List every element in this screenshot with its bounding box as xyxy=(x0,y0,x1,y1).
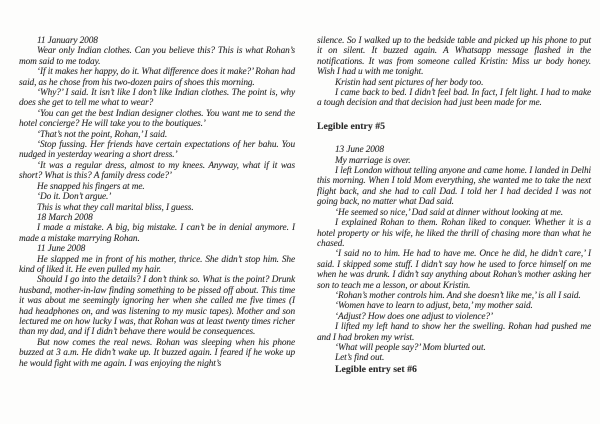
diary-paragraph: ‘Stop fussing. Her friends have certain expectations of her bahu. You nudged in yesterday wearing a short dress.’ xyxy=(19,140,295,161)
diary-paragraph: ‘Women have to learn to adjust, beta,’ my mother said. xyxy=(335,301,533,312)
diary-paragraph: ‘I said no to him. He had to have me. Once he did, he didn’t care,’ I said. I skipped some stuff. I didn’t say how he used to force himself on me when he was drunk. I didn’t say anything about Rohan’s mother asking her son to teach me a lesson, or about Kristin. xyxy=(317,249,591,291)
diary-date: 13 June 2008 xyxy=(335,145,384,156)
diary-paragraph: ‘Why?’ I said. It isn’t like I don’t like Indian clothes. The point is, why does she get to tell me what to wear? xyxy=(19,88,295,109)
diary-paragraph: ‘What will people say?’ Mom blurted out. xyxy=(335,342,486,353)
diary-paragraph: Let’s find out. xyxy=(335,353,385,364)
book-page-left xyxy=(19,36,295,369)
diary-paragraph: ‘Do it. Don’t argue.’ xyxy=(37,192,112,203)
entry-heading: Legible entry set #6 xyxy=(335,363,417,375)
diary-paragraph: I made a mistake. A big, big mistake. I can’t be in denial anymore. I made a mistake marrying Rohan. xyxy=(19,223,295,244)
diary-paragraph: silence. So I walked up to the bedside table and picked up his phone to put it on silent. It buzzed again. A Whatsapp message flashed in the notifications. It was from someone called Kristin: Miss ur body honey. Wish I had u with me tonight. xyxy=(317,36,591,78)
diary-paragraph: I lifted my left hand to show her the swelling. Rohan had pushed me and I had broken my wrist. xyxy=(317,322,591,343)
diary-paragraph: ‘Adjust? How does one adjust to violence?’ xyxy=(335,311,493,322)
diary-date: 11 June 2008 xyxy=(37,244,86,255)
diary-paragraph: I explained Rohan to them. Rohan liked to conquer. Whether it is a hotel property or his wife, he liked the thrill of chasing more than what he chased. xyxy=(317,218,591,249)
diary-paragraph: This is what they call marital bliss, I guess. xyxy=(37,202,194,213)
book-page-right xyxy=(317,36,591,375)
diary-paragraph: He slapped me in front of his mother, thrice. She didn’t stop him. She kind of liked it. He even pulled my hair. xyxy=(19,254,295,275)
diary-paragraph: ‘That’s not the point, Rohan,’ I said. xyxy=(37,129,168,140)
diary-paragraph: ‘You can get the best Indian designer clothes. You want me to send the hotel concierge? He will take you to the boutiques.’ xyxy=(19,108,295,130)
entry-heading: Legible entry #5 xyxy=(317,120,386,132)
diary-paragraph: ‘It was a regular dress, almost to my knees. Anyway, what if it was short? What is this? A family dress code?’ xyxy=(19,160,295,182)
diary-paragraph: ‘He seemed so nice,’ Dad said at dinner without looking at me. xyxy=(335,207,563,218)
diary-paragraph: Should I go into the details? I don’t think so. What is the point? Drunk husband, mother-in-law finding something to be pissed off about. This time it was about me seemingly ignoring her when she called me five times (I had headphones on, and was listening to my music tapes). Mother and son lectured me on how lucky I was, that Rohan was at least twenty times richer than my dad, and if I didn’t behave there would be consequences. xyxy=(19,275,295,338)
diary-paragraph: My marriage is over. xyxy=(335,155,411,166)
diary-paragraph: I came back to bed. I didn’t feel bad. In fact, I felt light. I had to make a tough decision and that decision had just been made for me. xyxy=(317,88,591,109)
diary-date: 11 January 2008 xyxy=(37,36,98,46)
diary-paragraph: ‘Rohan’s mother controls him. And she doesn’t like me,’ is all I said. xyxy=(335,290,581,301)
diary-paragraph: ‘If it makes her happy, do it. What difference does it make?’ Rohan had said, as he chose from his two-dozen pairs of shoes this morning. xyxy=(19,67,295,88)
diary-paragraph: Kristin had sent pictures of her body too. xyxy=(335,77,484,88)
diary-paragraph: Wear only Indian clothes. Can you believe this? This is what Rohan’s mom said to me today. xyxy=(19,46,295,67)
diary-paragraph: I left London without telling anyone and came home. I landed in Delhi this morning. When I told Mom everything, she wanted me to take the next flight back, and she had to call Dad. I told her I had decided I was not going back, no matter what Dad said. xyxy=(317,166,591,208)
diary-paragraph: But now comes the real news. Rohan was sleeping when his phone buzzed at 3 a.m. He didn’t wake up. It buzzed again. I feared if he woke up he would fight with me again. I was enjoying the night’s xyxy=(19,337,295,369)
diary-date: 18 March 2008 xyxy=(37,212,93,223)
diary-paragraph: He snapped his fingers at me. xyxy=(37,181,145,192)
